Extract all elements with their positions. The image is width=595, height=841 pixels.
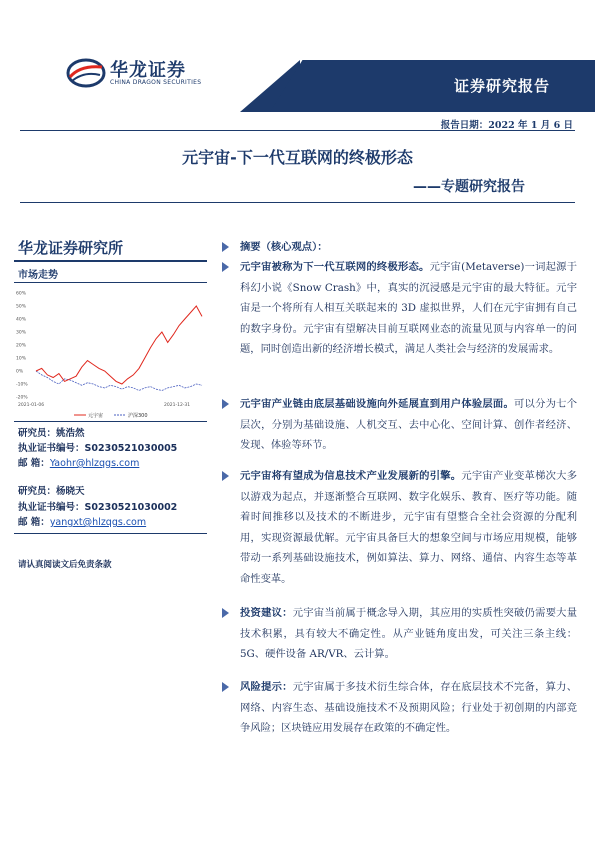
logo-english-name: CHINA DRAGON SECURITIES xyxy=(110,79,202,86)
logo-chinese-name: 华龙证券 xyxy=(110,60,186,81)
bullet-arrow-icon xyxy=(222,682,229,692)
y-tick-label: 60% xyxy=(16,291,27,297)
y-tick-label: 30% xyxy=(16,330,27,336)
title-divider xyxy=(20,202,575,203)
trend-chart-svg xyxy=(14,285,207,420)
y-tick-label: -10% xyxy=(16,382,28,388)
y-tick-label: 10% xyxy=(16,356,27,362)
legend-series-2: 沪深300 xyxy=(128,413,148,419)
analyst-1-role: 研究员：姚浩然 xyxy=(18,428,85,439)
y-tick-label: 0% xyxy=(16,369,24,375)
report-subtitle: ——专题研究报告 xyxy=(413,179,525,195)
company-logo xyxy=(66,55,236,95)
analyst-2-email-link[interactable]: yangxt@hlzqgs.com xyxy=(49,517,147,528)
series-line-csi300 xyxy=(36,371,202,391)
report-date: 报告日期：2022 年 1 月 6 日 xyxy=(440,120,573,131)
header-divider xyxy=(20,130,575,131)
bullet-arrow-icon xyxy=(222,399,229,409)
disclaimer-note: 请认真阅读文后免责条款 xyxy=(18,560,112,570)
bullet-arrow-icon xyxy=(222,471,229,481)
sidebar-rule-1 xyxy=(14,421,207,422)
analyst-1-email-link[interactable]: Yaohr@hlzqgs.com xyxy=(49,458,140,469)
legend-series-1: 元宇宙 xyxy=(88,413,104,419)
header xyxy=(0,0,595,110)
sidebar xyxy=(14,236,207,420)
paragraph-2: 元宇宙产业链由底层基础设施向外延展直到用户体验层面。可以分为七个层次，分别为基础设施、人机交互、去中心化、空间计算、创作者经济、发现、体验等环节。 xyxy=(222,394,577,456)
analyst-1-email-row: 邮 箱：Yaohr@hlzqgs.com xyxy=(18,458,140,469)
analyst-2-cert: 执业证书编号：S0230521030002 xyxy=(18,502,178,513)
bullet-arrow-icon xyxy=(222,608,229,618)
paragraph-3: 元宇宙将有望成为信息技术产业发展新的引擎。元宇宙产业变革梯次大多以游戏为起点，并逐渐整合互联网、数字化娱乐、教育、医疗等功能。随着时间推移以及技术的不断进步，元宇宙有望整合全社会资源的分配利用，实现资源最优解。元宇宙具备巨大的想象空间与市场应用规模，能够带动一系列基础设施技术，例如算法、算力、网络、通信、内容生态等革命性变革。 xyxy=(222,466,577,589)
bullet-arrow-icon xyxy=(222,242,229,252)
report-title: 元宇宙-下一代互联网的终极形态 xyxy=(182,148,413,167)
y-tick-label: -20% xyxy=(16,395,28,401)
summary-heading: 摘要（核心观点）： xyxy=(222,237,577,258)
dragon-logo-icon xyxy=(66,57,106,89)
series-line-metaverse xyxy=(36,306,202,384)
analyst-2-email-row: 邮 箱：yangxt@hlzqgs.com xyxy=(18,517,147,528)
y-tick-label: 20% xyxy=(16,343,27,349)
y-tick-label: 40% xyxy=(16,317,27,323)
analyst-1-cert: 执业证书编号：S0230521030005 xyxy=(18,443,178,454)
institute-name: 华龙证券研究所 xyxy=(14,236,207,262)
sidebar-rule-2 xyxy=(14,533,207,534)
paragraph-5: 风险提示：元宇宙属于多技术衍生综合体，存在底层技术不完备，算力、网络、内容生态、基础设施技术不及预期风险；行业处于初创期的内部竞争风险；区块链应用发展存在政策的不确定性。 xyxy=(222,677,577,739)
y-tick-label: 50% xyxy=(16,304,27,310)
paragraph-4: 投资建议：元宇宙当前属于概念导入期，其应用的实质性突破仍需要大量技术积累，具有较大不确定性。从产业链角度出发，可关注三条主线：5G、硬件设备 AR/VR、云计算。 xyxy=(222,603,577,665)
market-trend-chart xyxy=(14,285,207,420)
bullet-arrow-icon xyxy=(222,262,229,272)
x-tick-start: 2021-01-06 xyxy=(18,403,45,408)
paragraph-1: 元宇宙被称为下一代互联网的终极形态。元宇宙(Metaverse)一词起源于科幻小说《Snow Crash》中，真实的沉浸感是元宇宙的最大特征。元宇宙是一个将所有人相互关联起来的 3D 虚拟世界，人们在元宇宙拥有自己的数字身份。元宇宙有望解决目前互联网业态的流量见顶与内容单一的问题，同时创造出新的经济增长模式，满足人类社会与经济的发展需求。 xyxy=(222,257,577,360)
x-tick-end: 2021-12-31 xyxy=(164,403,191,408)
report-type-label: 证券研究报告 xyxy=(453,77,550,95)
analyst-2-role: 研究员：杨晓天 xyxy=(18,486,85,497)
market-trend-label: 市场走势 xyxy=(14,266,207,283)
